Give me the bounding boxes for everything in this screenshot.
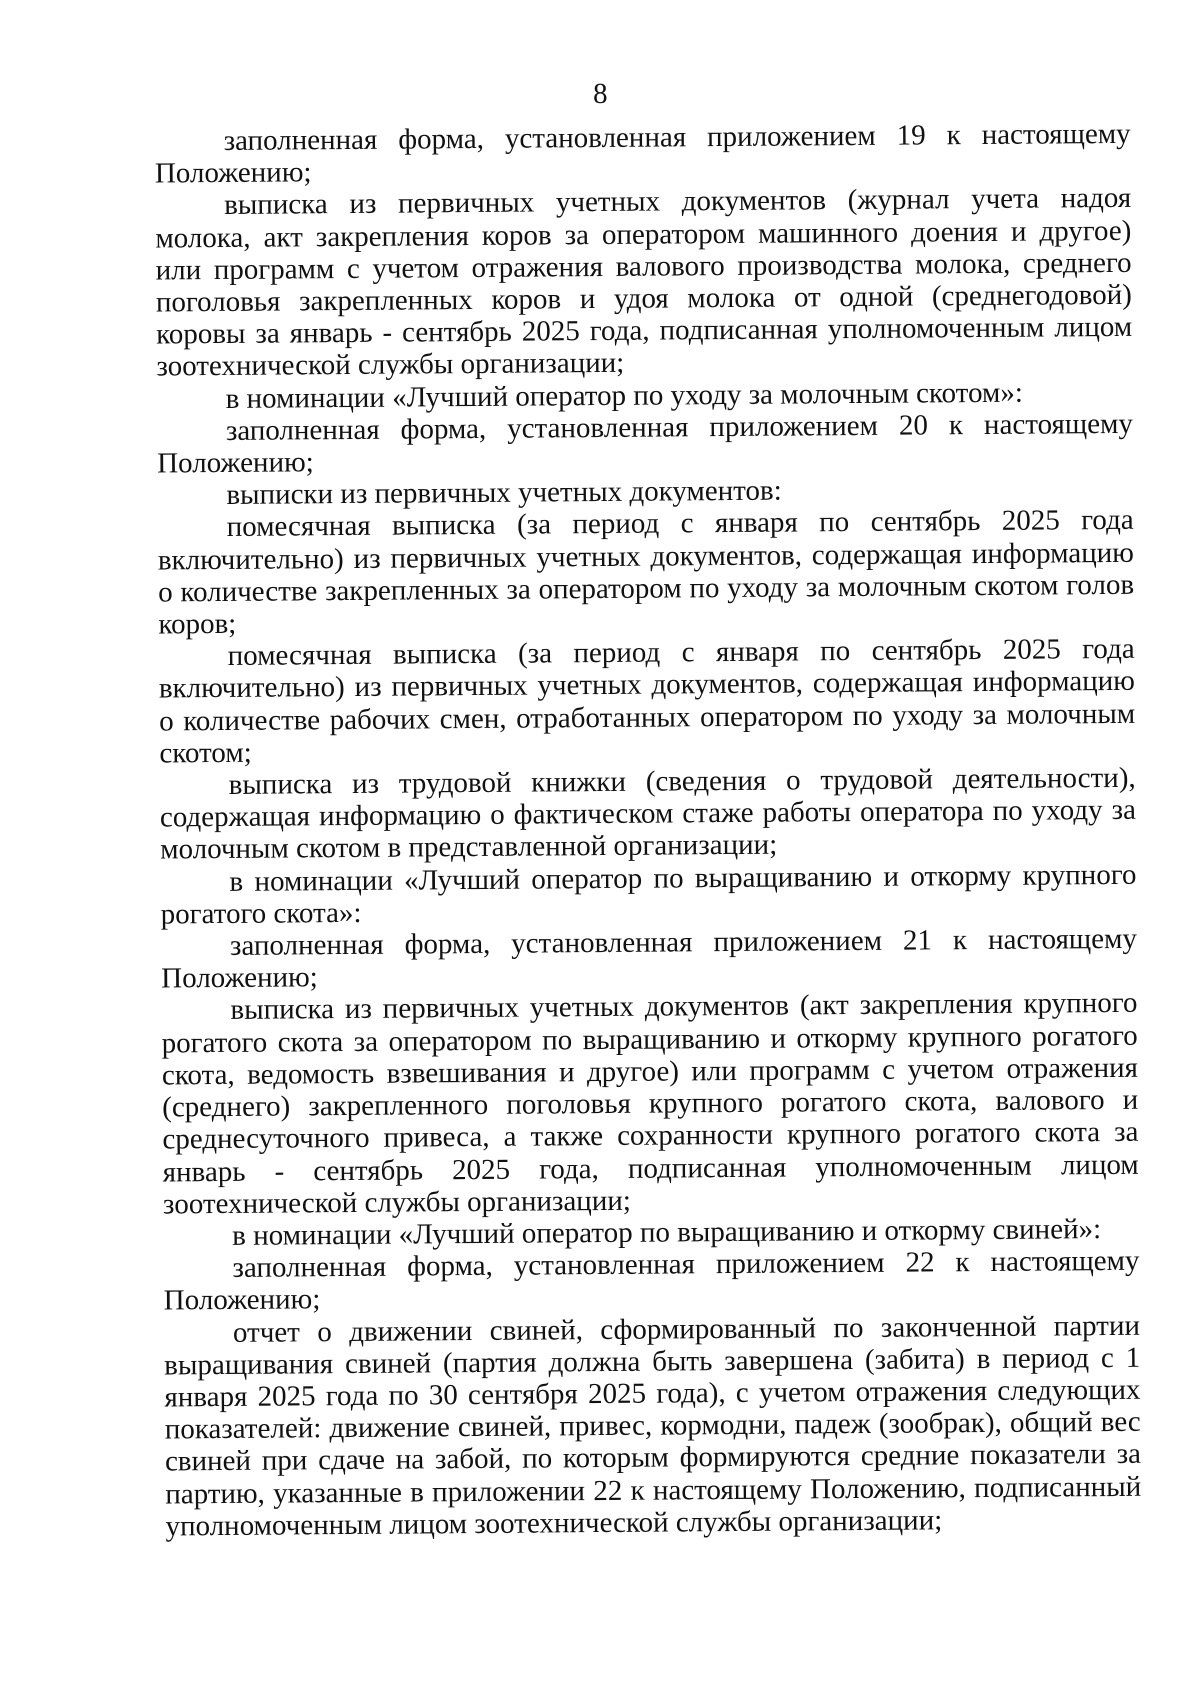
page-number: 8 bbox=[592, 77, 608, 111]
paragraph: отчет о движении свиней, сформированный по законченной партии выращивания свиней (партия должна быть завершена (забита) в период с 1 января 2025 года по 30 сентября 2025 года), с учетом отражения следующих показателей: движение свиней, привес, кормодни, падеж (зообрак), общий вес свиней при сдаче на забой, по которым формируются средние показатели за партию, указанные в приложении 22 к настоящему Положению, подписанный уполномоченным лицом зоотехнической службы организации; bbox=[164, 1309, 1142, 1543]
paragraph: выписка из первичных учетных документов (акт закрепления крупного рогатого скота за оператором по выращиванию и откорму крупного рогатого скота, ведомость взвешивания и другое) или программ с учетом отражения (среднего) закрепленного поголовья крупного рогатого скота, валового и среднесуточного привеса, а также сохранности крупного рогатого скота за январь - сентябрь 2025 года, подписанная уполномоченным лицом зоотехнической службы организации; bbox=[161, 987, 1139, 1221]
paragraph: в номинации «Лучший оператор по выращиванию и откорму крупного рогатого скота»: bbox=[160, 858, 1137, 931]
paragraph: заполненная форма, установленная приложением 19 к настоящему Положению; bbox=[154, 117, 1131, 190]
paragraph: заполненная форма, установленная приложением 21 к настоящему Положению; bbox=[161, 922, 1138, 995]
paragraph: заполненная форма, установленная приложением 22 к настоящему Положению; bbox=[163, 1244, 1140, 1317]
paragraph: заполненная форма, установленная приложением 20 к настоящему Положению; bbox=[157, 407, 1133, 480]
paragraph: выписка из трудовой книжки (сведения о трудовой деятельности), содержащая информацию о фактическом стаже работы оператора по уходу за молочным скотом в представленной организации; bbox=[159, 761, 1137, 866]
paragraph: помесячная выписка (за период с января по сентябрь 2025 года включительно) из первичных учетных документов, содержащая информацию о количестве рабочих смен, отработанных оператором по уходу за молочным скотом; bbox=[158, 633, 1136, 770]
paragraph: выписка из первичных учетных документов (журнал учета надоя молока, акт закрепления коров за оператором машинного доения и другое) или программ с учетом отражения валового производства молока, среднего поголовья закрепленных коров и удоя молока от одной (среднегодовой) коровы за январь - сентябрь 2025 года, подписанная уполномоченным лицом зоотехнической службы организации; bbox=[155, 182, 1133, 383]
document-body bbox=[155, 118, 1142, 1543]
paragraph: в номинации «Лучший оператор по уходу за молочным скотом»: bbox=[225, 376, 1023, 415]
paragraph: в номинации «Лучший оператор по выращиванию и откорму свиней»: bbox=[232, 1213, 1102, 1252]
paragraph: выписки из первичных учетных документов: bbox=[226, 474, 782, 512]
paragraph: помесячная выписка (за период с января по сентябрь 2025 года включительно) из первичных учетных документов, содержащая информацию о количестве закрепленных за оператором по уходу за молочным скотом голов коров; bbox=[157, 504, 1135, 641]
